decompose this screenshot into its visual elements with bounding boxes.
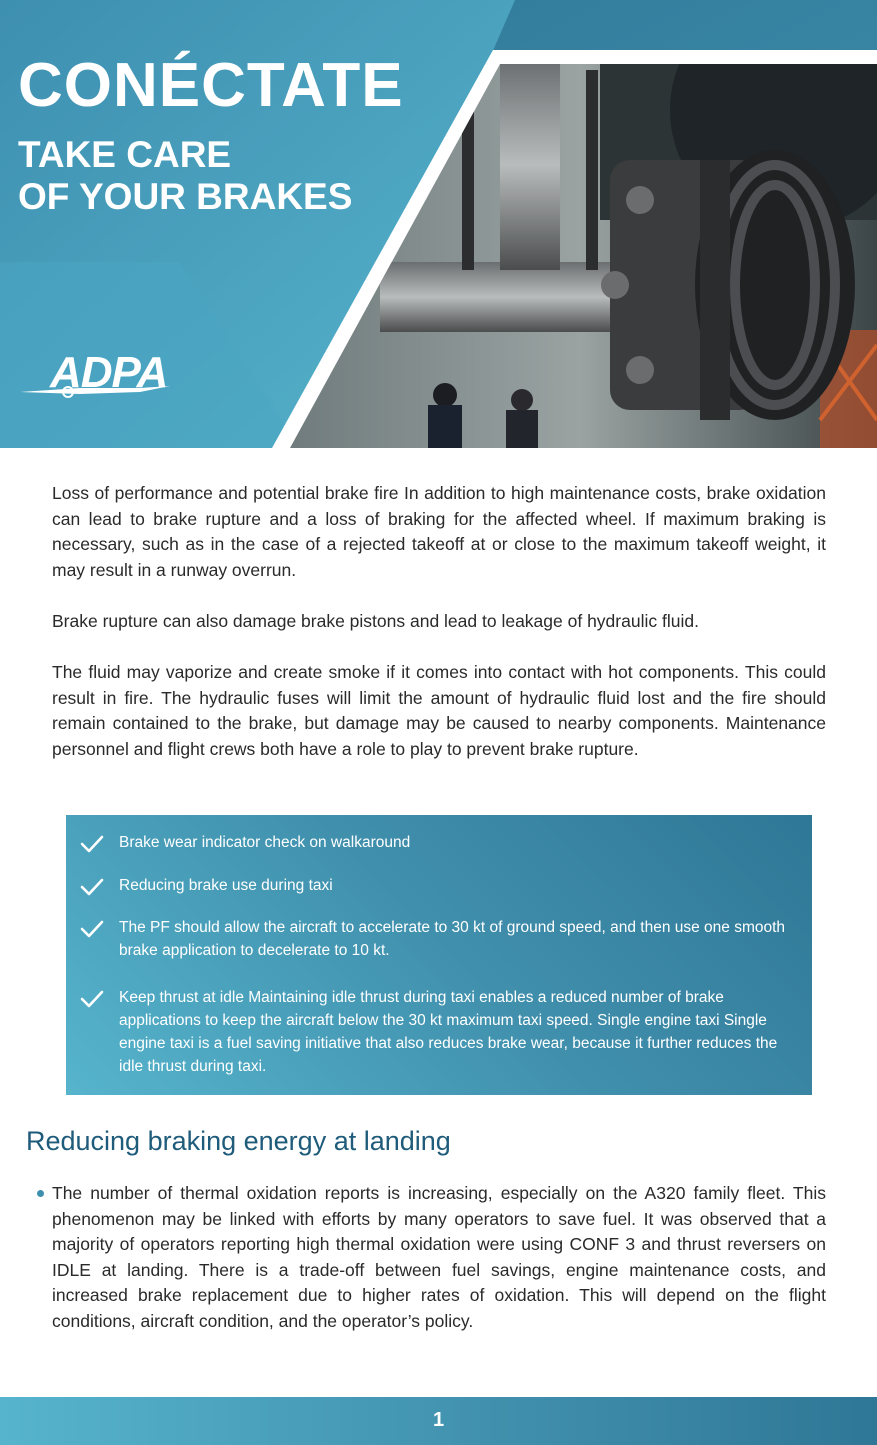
footer-bar (0, 1397, 877, 1445)
subtitle-line-2: OF YOUR BRAKES (18, 176, 353, 217)
checklist-item (80, 986, 790, 1078)
checklist-item-text: Reducing brake use during taxi (119, 877, 333, 894)
intro-paragraph-2: Brake rupture can also damage brake pistons and lead to leakage of hydraulic fluid. (52, 610, 699, 631)
logo-text: ADPA (50, 348, 168, 397)
checklist-item (80, 831, 790, 854)
checklist-panel (66, 815, 812, 1095)
checklist-item (80, 874, 790, 897)
section-heading: Reducing braking energy at landing (26, 1126, 451, 1156)
subtitle-line-1: TAKE CARE (18, 134, 232, 175)
check-icon (80, 834, 104, 854)
check-icon (80, 989, 104, 1009)
checklist-item-text: Brake wear indicator check on walkaround (119, 834, 411, 851)
check-icon (80, 919, 104, 939)
bullet-icon (37, 1190, 44, 1197)
header-banner (0, 0, 877, 448)
page-title: CONÉCTATE (18, 51, 404, 120)
checklist-item (80, 916, 790, 962)
intro-paragraph-3: The fluid may vaporize and create smoke if it comes into contact with hot components. This could result in fire. The hydraulic fuses will limit the amount of hydraulic fluid lost and the fire should remain contained to the brake, but damage may be caused to nearby components. Maintenance personnel and flight crews both have a role to play to prevent brake rupture. (52, 662, 826, 759)
check-icon (80, 877, 104, 897)
section-bullet-text: The number of thermal oxidation reports is increasing, especially on the A320 family fleet. This phenomenon may be linked with efforts by many operators to save fuel. It was observed that a majority of operators reporting high thermal oxidation were using CONF 3 and thrust reversers on IDLE at landing. There is a trade-off between fuel savings, engine maintenance costs, and increased brake replacement due to higher rates of oxidation. This will depend on the flight conditions, aircraft condition, and the operator’s policy. (52, 1183, 826, 1331)
intro-text (52, 481, 826, 763)
page-number: 1 (432, 1409, 445, 1431)
checklist-item-text: The PF should allow the aircraft to accelerate to 30 kt of ground speed, and then use one smooth brake application to decelerate to 10 kt. (119, 919, 786, 959)
intro-paragraph-1: Loss of performance and potential brake fire In addition to high maintenance costs, brake oxidation can lead to brake rupture and a loss of braking for the affected wheel. If maximum braking is necessary, such as in the case of a rejected takeoff at or close to the maximum takeoff weight, it may result in a runway overrun. (52, 483, 826, 580)
checklist-item-text: Keep thrust at idle Maintaining idle thrust during taxi enables a reduced number of brake applications to keep the aircraft below the 30 kt maximum taxi speed. Single engine taxi Single engine taxi is a fuel saving initiative that also reduces brake wear, because it further reduces the idle thrust during taxi. (119, 989, 778, 1075)
page-subtitle (18, 134, 352, 218)
adpa-logo (20, 348, 180, 400)
